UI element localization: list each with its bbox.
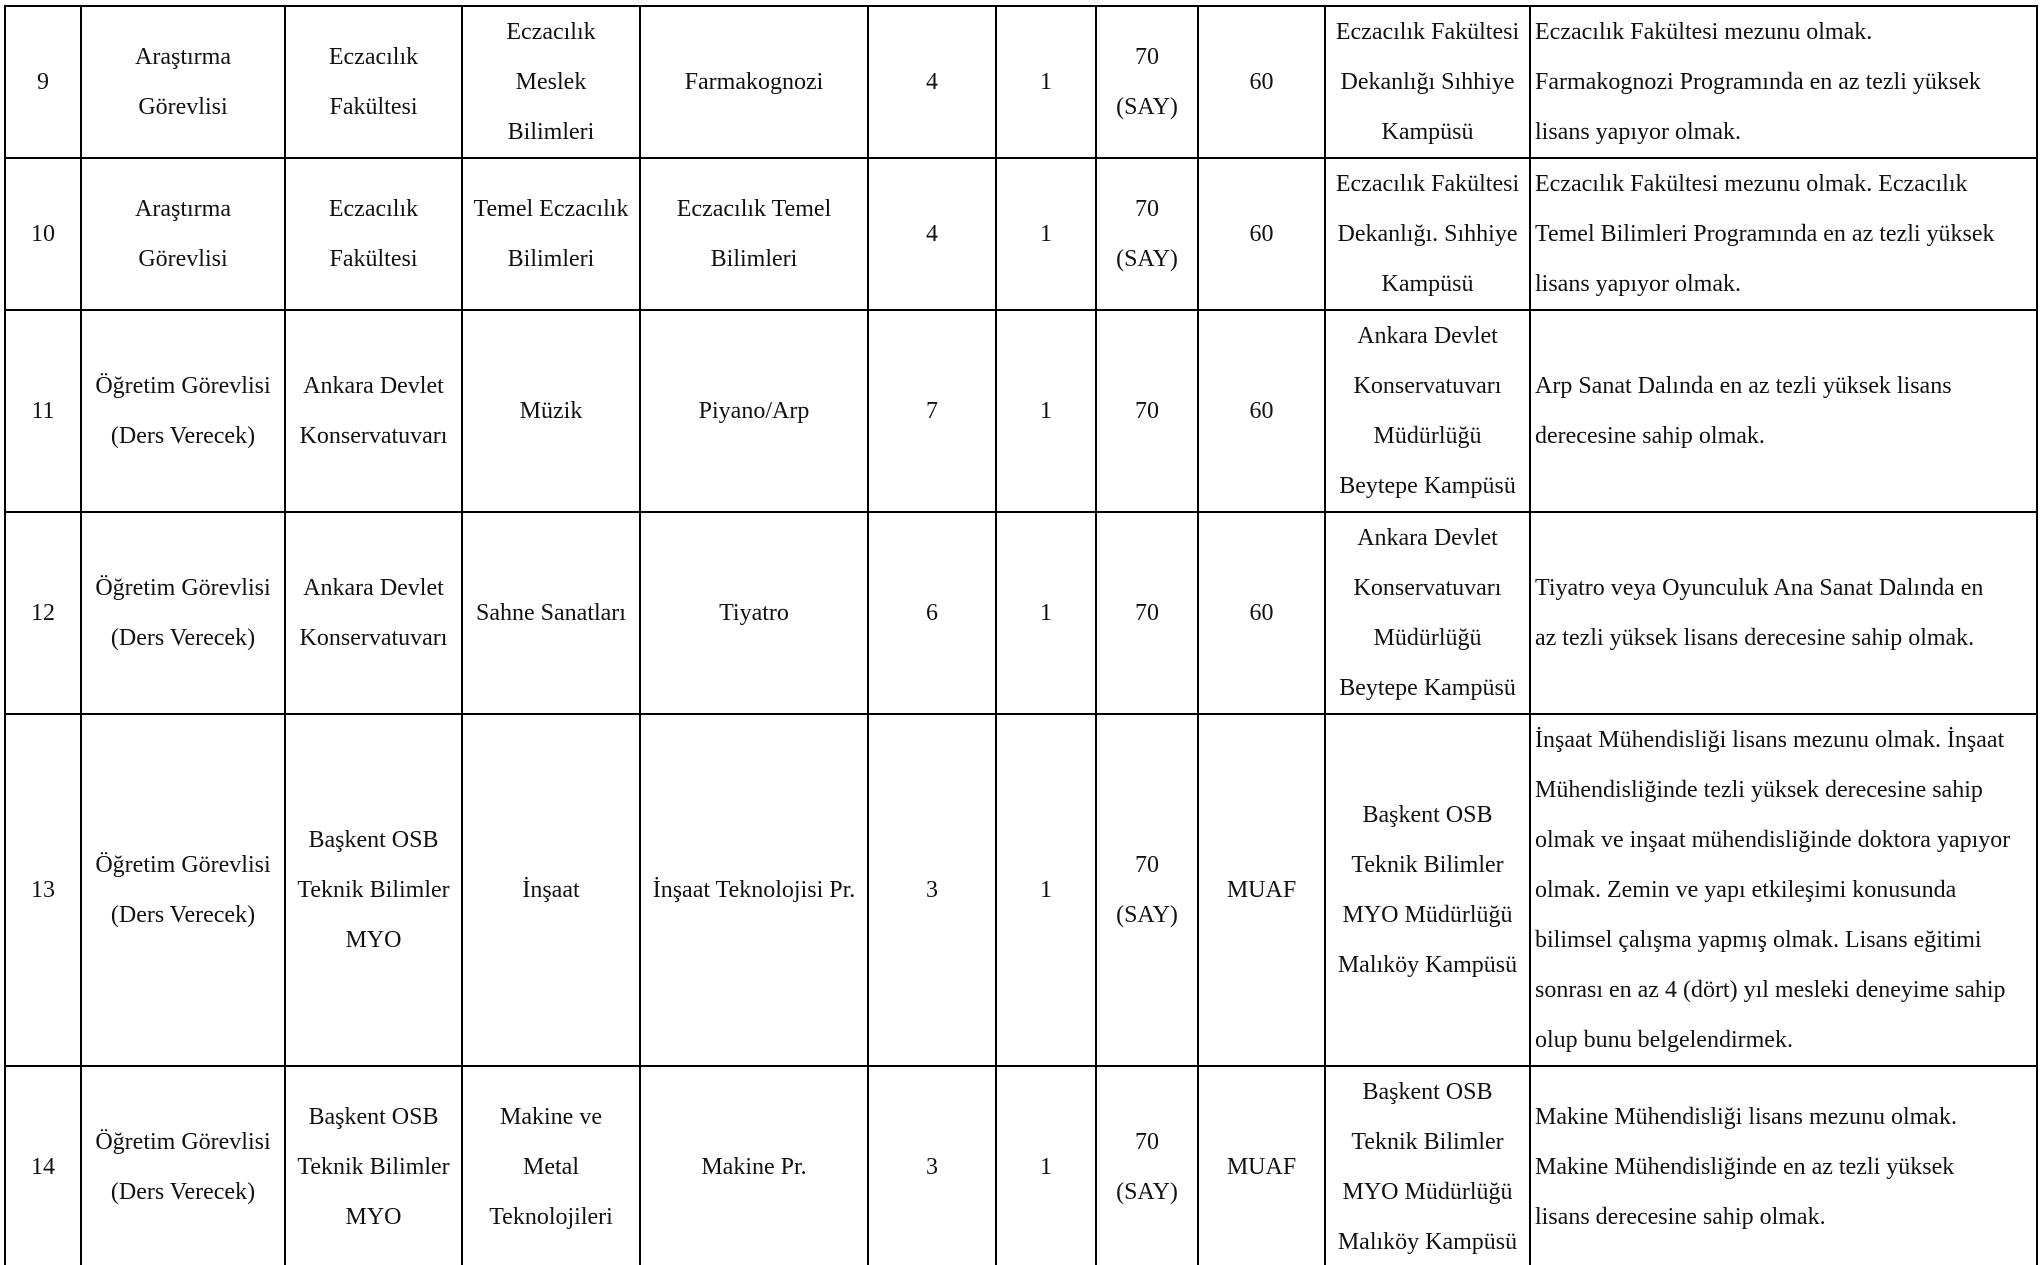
cell-ozel-sartlar-line: lisans derecesine sahip olmak. [1535, 1204, 1826, 1230]
cell-ozel-sartlar [1530, 512, 2037, 714]
cell-bolum-line: Makine ve [500, 1104, 602, 1130]
cell-kadro-unvani-line: Öğretim Görevlisi [95, 575, 271, 601]
cell-ozel-sartlar-line: bilimsel çalışma yapmış olmak. Lisans eğitimi [1535, 927, 1982, 953]
cell-anabilim-dali-line: Tiyatro [719, 600, 789, 626]
cell-yabanci-dil-text: 60 [1249, 221, 1274, 247]
cell-basvuru-yeri-line: Teknik Bilimler [1351, 852, 1504, 878]
table-row [5, 714, 2037, 1066]
cell-derece-text: 6 [926, 600, 938, 626]
cell-no [5, 714, 81, 1066]
cell-derece-text: 3 [926, 877, 938, 903]
cell-yabanci-dil-text: 60 [1249, 398, 1274, 424]
cell-kadro-unvani-line: Öğretim Görevlisi [95, 852, 271, 878]
cell-yabanci-dil [1198, 512, 1325, 714]
cell-basvuru-yeri-line: Konservatuvarı [1353, 575, 1502, 601]
cell-birim-line: Teknik Bilimler [297, 1154, 450, 1180]
cell-ales-line: 70 [1135, 196, 1159, 222]
cell-yabanci-dil-text: MUAF [1226, 877, 1297, 903]
cell-ozel-sartlar-line: az tezli yüksek lisans derecesine sahip olmak. [1535, 625, 1975, 651]
cell-basvuru-yeri-line: MYO Müdürlüğü [1342, 902, 1513, 928]
cell-ozel-sartlar-line: Mühendisliğinde tezli yüksek derecesine sahip [1535, 777, 1983, 803]
cell-bolum [462, 310, 640, 512]
cell-derece-text: 4 [926, 221, 938, 247]
cell-adet [996, 158, 1096, 310]
cell-kadro-unvani-line: Araştırma [135, 196, 231, 222]
cell-basvuru-yeri-line: Eczacılık Fakültesi [1335, 171, 1520, 197]
cell-yabanci-dil [1198, 1066, 1325, 1265]
cell-ozel-sartlar-line: olmak. Zemin ve yapı etkileşimi konusunda [1535, 877, 1957, 903]
cell-ozel-sartlar-line: İnşaat Mühendisliği lisans mezunu olmak. İnşaat [1535, 727, 2005, 753]
cell-basvuru-yeri-line: Başkent OSB [1362, 802, 1493, 828]
cell-basvuru-yeri-line: Beytepe Kampüsü [1339, 675, 1516, 701]
cell-birim [285, 512, 462, 714]
positions-table [4, 5, 2038, 1265]
cell-basvuru-yeri-line: Dekanlığı Sıhhiye [1340, 69, 1515, 95]
cell-ales-line: (SAY) [1116, 94, 1178, 120]
cell-ozel-sartlar [1530, 310, 2037, 512]
cell-ales-line: (SAY) [1116, 902, 1178, 928]
cell-anabilim-dali-line: Eczacılık Temel [676, 196, 832, 222]
cell-bolum-line: Metal [523, 1154, 579, 1180]
cell-kadro-unvani [81, 714, 285, 1066]
cell-anabilim-dali-line: Farmakognozi [684, 69, 824, 95]
table-body [5, 6, 2037, 1265]
cell-kadro-unvani [81, 158, 285, 310]
table-row [5, 6, 2037, 158]
cell-basvuru-yeri-line: Ankara Devlet [1357, 525, 1498, 551]
cell-ozel-sartlar-line: lisans yapıyor olmak. [1535, 119, 1741, 145]
cell-birim-line: Konservatuvarı [299, 625, 448, 651]
cell-adet-text: 1 [1040, 221, 1052, 247]
cell-basvuru-yeri-line: MYO Müdürlüğü [1342, 1179, 1513, 1205]
cell-basvuru-yeri [1325, 714, 1530, 1066]
cell-ales-line: 70 [1135, 44, 1159, 70]
cell-bolum-line: Teknolojileri [489, 1204, 613, 1230]
cell-bolum-line: Müzik [519, 398, 583, 424]
cell-basvuru-yeri [1325, 1066, 1530, 1265]
cell-birim-line: Başkent OSB [308, 827, 439, 853]
cell-yabanci-dil [1198, 6, 1325, 158]
cell-derece-text: 3 [926, 1154, 938, 1180]
cell-yabanci-dil [1198, 310, 1325, 512]
cell-kadro-unvani [81, 512, 285, 714]
cell-kadro-unvani [81, 310, 285, 512]
cell-no [5, 512, 81, 714]
cell-adet-text: 1 [1040, 600, 1052, 626]
cell-no-text: 9 [37, 69, 49, 95]
cell-anabilim-dali [640, 512, 868, 714]
cell-no [5, 6, 81, 158]
cell-ales-line: 70 [1135, 600, 1159, 626]
cell-ales-line: 70 [1135, 398, 1159, 424]
cell-ozel-sartlar-line: sonrası en az 4 (dört) yıl mesleki deneyime sahip [1535, 977, 2006, 1003]
cell-bolum [462, 512, 640, 714]
cell-adet-text: 1 [1040, 398, 1052, 424]
cell-anabilim-dali-line: Bilimleri [710, 246, 798, 272]
cell-ozel-sartlar-line: derecesine sahip olmak. [1535, 423, 1765, 449]
cell-ozel-sartlar-line: Tiyatro veya Oyunculuk Ana Sanat Dalında en [1535, 575, 1984, 601]
cell-kadro-unvani-line: Görevlisi [138, 94, 228, 120]
cell-adet-text: 1 [1040, 69, 1052, 95]
cell-kadro-unvani-line: (Ders Verecek) [110, 423, 256, 449]
cell-ozel-sartlar-line: olup bunu belgelendirmek. [1535, 1027, 1793, 1053]
cell-derece [868, 1066, 996, 1265]
cell-no-text: 13 [31, 877, 55, 903]
cell-kadro-unvani-line: Öğretim Görevlisi [95, 373, 271, 399]
cell-anabilim-dali [640, 714, 868, 1066]
cell-bolum-line: Meslek [515, 69, 587, 95]
cell-bolum-line: İnşaat [522, 877, 580, 903]
cell-birim-line: Ankara Devlet [303, 575, 444, 601]
cell-adet [996, 6, 1096, 158]
cell-birim-line: Fakültesi [329, 246, 418, 272]
cell-kadro-unvani-line: Görevlisi [138, 246, 228, 272]
cell-anabilim-dali-line: Piyano/Arp [698, 398, 810, 424]
cell-derece [868, 6, 996, 158]
cell-bolum [462, 158, 640, 310]
cell-bolum [462, 714, 640, 1066]
cell-ozel-sartlar-line: Arp Sanat Dalında en az tezli yüksek lisans [1535, 373, 1952, 399]
cell-birim [285, 158, 462, 310]
cell-no-text: 10 [31, 221, 55, 247]
cell-birim-line: MYO [345, 927, 402, 953]
cell-birim-line: Eczacılık [328, 196, 419, 222]
cell-ozel-sartlar-line: olmak ve inşaat mühendisliğinde doktora yapıyor [1535, 827, 2011, 853]
cell-birim [285, 1066, 462, 1265]
cell-bolum-line: Sahne Sanatları [476, 600, 626, 626]
cell-anabilim-dali [640, 1066, 868, 1265]
cell-adet [996, 512, 1096, 714]
cell-bolum-line: Bilimleri [507, 246, 595, 272]
cell-basvuru-yeri-line: Kampüsü [1381, 271, 1474, 297]
cell-basvuru-yeri [1325, 158, 1530, 310]
cell-adet-text: 1 [1040, 877, 1052, 903]
cell-kadro-unvani-line: (Ders Verecek) [110, 902, 256, 928]
cell-birim-line: Konservatuvarı [299, 423, 448, 449]
cell-anabilim-dali [640, 310, 868, 512]
cell-no [5, 1066, 81, 1265]
cell-basvuru-yeri-line: Müdürlüğü [1373, 625, 1482, 651]
cell-ales-line: 70 [1135, 1129, 1159, 1155]
cell-basvuru-yeri [1325, 310, 1530, 512]
cell-basvuru-yeri-line: Dekanlığı. Sıhhiye [1337, 221, 1518, 247]
cell-ozel-sartlar-line: Eczacılık Fakültesi mezunu olmak. Eczacılık [1535, 171, 1968, 197]
cell-derece [868, 310, 996, 512]
cell-basvuru-yeri-line: Konservatuvarı [1353, 373, 1502, 399]
cell-birim [285, 714, 462, 1066]
cell-basvuru-yeri [1325, 6, 1530, 158]
cell-kadro-unvani-line: (Ders Verecek) [110, 1179, 256, 1205]
cell-no-text: 12 [31, 600, 55, 626]
cell-ales-line: (SAY) [1116, 1179, 1178, 1205]
cell-anabilim-dali-line: İnşaat Teknolojisi Pr. [652, 877, 856, 903]
cell-bolum [462, 6, 640, 158]
table-row [5, 158, 2037, 310]
table-row [5, 1066, 2037, 1265]
cell-basvuru-yeri-line: Eczacılık Fakültesi [1335, 19, 1520, 45]
cell-bolum-line: Eczacılık [506, 19, 596, 45]
cell-kadro-unvani [81, 1066, 285, 1265]
cell-kadro-unvani-line: (Ders Verecek) [110, 625, 256, 651]
cell-ales [1096, 310, 1198, 512]
cell-basvuru-yeri [1325, 512, 1530, 714]
cell-no [5, 310, 81, 512]
cell-birim [285, 6, 462, 158]
cell-adet [996, 310, 1096, 512]
cell-basvuru-yeri-line: Başkent OSB [1362, 1079, 1493, 1105]
table-row [5, 310, 2037, 512]
cell-ozel-sartlar-line: Temel Bilimleri Programında en az tezli yüksek [1535, 221, 1995, 247]
cell-derece [868, 158, 996, 310]
cell-basvuru-yeri-line: Teknik Bilimler [1351, 1129, 1504, 1155]
cell-bolum [462, 1066, 640, 1265]
cell-ozel-sartlar-line: Farmakognozi Programında en az tezli yüksek [1535, 69, 1981, 95]
cell-ales-line: (SAY) [1116, 246, 1178, 272]
cell-basvuru-yeri-line: Ankara Devlet [1357, 323, 1498, 349]
cell-adet-text: 1 [1040, 1154, 1052, 1180]
cell-ales [1096, 714, 1198, 1066]
cell-birim-line: Başkent OSB [308, 1104, 439, 1130]
cell-yabanci-dil [1198, 714, 1325, 1066]
table-row [5, 512, 2037, 714]
cell-kadro-unvani-line: Araştırma [135, 44, 231, 70]
cell-yabanci-dil-text: 60 [1249, 600, 1274, 626]
cell-birim-line: Fakültesi [329, 94, 418, 120]
cell-ozel-sartlar [1530, 1066, 2037, 1265]
cell-basvuru-yeri-line: Malıköy Kampüsü [1337, 1229, 1518, 1255]
cell-birim-line: Ankara Devlet [303, 373, 444, 399]
cell-kadro-unvani [81, 6, 285, 158]
cell-birim-line: Teknik Bilimler [297, 877, 450, 903]
cell-ozel-sartlar-line: lisans yapıyor olmak. [1535, 271, 1741, 297]
cell-adet [996, 1066, 1096, 1265]
cell-ales [1096, 512, 1198, 714]
cell-basvuru-yeri-line: Kampüsü [1381, 119, 1474, 145]
cell-birim-line: MYO [345, 1204, 402, 1230]
cell-yabanci-dil-text: MUAF [1226, 1154, 1297, 1180]
cell-basvuru-yeri-line: Beytepe Kampüsü [1339, 473, 1516, 499]
cell-derece [868, 714, 996, 1066]
cell-ales [1096, 1066, 1198, 1265]
cell-no-text: 14 [31, 1154, 55, 1180]
cell-bolum-line: Temel Eczacılık [473, 196, 629, 222]
cell-ozel-sartlar-line: Makine Mühendisliği lisans mezunu olmak. [1535, 1104, 1957, 1130]
cell-no-text: 11 [31, 398, 55, 424]
cell-ozel-sartlar-line: Makine Mühendisliğinde en az tezli yüksek [1535, 1154, 1955, 1180]
cell-birim-line: Eczacılık [328, 44, 419, 70]
cell-birim [285, 310, 462, 512]
cell-kadro-unvani-line: Öğretim Görevlisi [95, 1129, 271, 1155]
cell-ozel-sartlar [1530, 6, 2037, 158]
cell-basvuru-yeri-line: Malıköy Kampüsü [1337, 952, 1518, 978]
cell-ozel-sartlar [1530, 714, 2037, 1066]
cell-ozel-sartlar-line: Eczacılık Fakültesi mezunu olmak. [1535, 19, 1873, 45]
cell-no [5, 158, 81, 310]
cell-anabilim-dali-line: Makine Pr. [701, 1154, 807, 1180]
cell-anabilim-dali [640, 158, 868, 310]
cell-basvuru-yeri-line: Müdürlüğü [1373, 423, 1482, 449]
cell-derece-text: 7 [926, 398, 938, 424]
cell-bolum-line: Bilimleri [507, 119, 595, 145]
cell-derece [868, 512, 996, 714]
cell-ales [1096, 158, 1198, 310]
cell-ales [1096, 6, 1198, 158]
cell-ozel-sartlar [1530, 158, 2037, 310]
cell-yabanci-dil [1198, 158, 1325, 310]
cell-yabanci-dil-text: 60 [1249, 69, 1274, 95]
cell-derece-text: 4 [926, 69, 938, 95]
cell-anabilim-dali [640, 6, 868, 158]
cell-ales-line: 70 [1135, 852, 1159, 878]
cell-adet [996, 714, 1096, 1066]
